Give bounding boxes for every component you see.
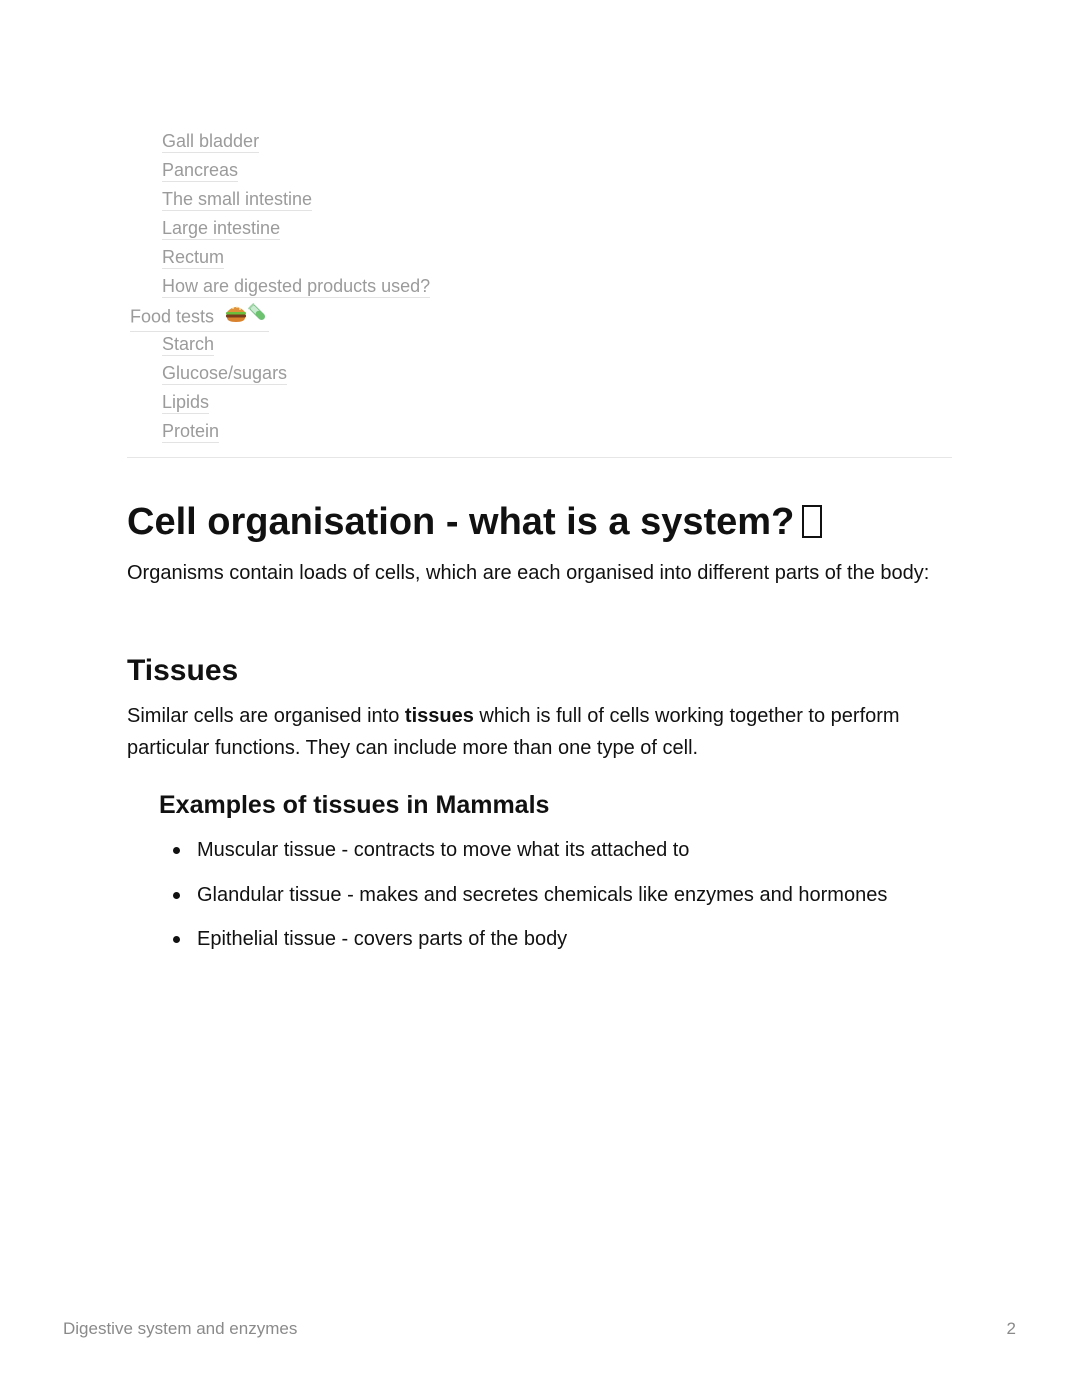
toc-link-gall-bladder[interactable]: Gall bladder <box>162 131 260 151</box>
list-item <box>160 923 887 968</box>
toc-link-pancreas[interactable]: Pancreas <box>162 160 239 180</box>
tissues-heading: Tissues <box>127 654 239 687</box>
list-item-text: Muscular tissue - contracts to move what its attached to <box>197 839 690 861</box>
toc-link-large-intestine[interactable]: Large intestine <box>162 218 281 238</box>
examples-list <box>160 834 887 968</box>
toc-link-digested-products[interactable]: How are digested products used? <box>162 276 431 296</box>
missing-glyph-icon <box>802 505 822 538</box>
toc-divider <box>127 457 952 458</box>
toc-link-rectum[interactable]: Rectum <box>162 247 225 267</box>
bullet-icon <box>173 847 180 854</box>
test-tube-icon <box>247 302 269 329</box>
bullet-icon <box>173 936 180 943</box>
section-intro: Organisms contain loads of cells, which are each organised into different parts of the body: <box>127 562 930 584</box>
toc-link-protein[interactable]: Protein <box>162 421 220 441</box>
bullet-icon <box>173 892 180 899</box>
list-item-text: Glandular tissue - makes and secretes chemicals like enzymes and hormones <box>197 883 888 906</box>
footer-document-title: Digestive system and enzymes <box>63 1319 298 1338</box>
toc-link-food-tests[interactable] <box>130 304 269 332</box>
list-item <box>160 879 887 924</box>
tissues-paragraph-start: Similar cells are organised into <box>127 705 405 727</box>
toc-link-label: Food tests <box>130 306 215 327</box>
toc-link-lipids[interactable]: Lipids <box>162 392 210 412</box>
section-title-text: Cell organisation - what is a system? <box>127 501 795 543</box>
tissues-paragraph <box>127 700 967 764</box>
toc-link-starch[interactable]: Starch <box>162 334 215 354</box>
footer-page-number: 2 <box>1006 1319 1016 1338</box>
list-item <box>160 834 887 879</box>
tissues-paragraph-end: which is full of cells working together to perform particular functions. They can include more than one type of cell. <box>127 705 900 759</box>
section-title <box>127 497 822 547</box>
examples-heading: Examples of tissues in Mammals <box>159 791 550 819</box>
burger-icon <box>225 303 247 328</box>
toc-link-small-intestine[interactable]: The small intestine <box>162 189 313 209</box>
toc-link-glucose-sugars[interactable]: Glucose/sugars <box>162 363 288 383</box>
list-item-text: Epithelial tissue - covers parts of the body <box>197 928 568 950</box>
tissues-keyword: tissues <box>404 705 474 727</box>
